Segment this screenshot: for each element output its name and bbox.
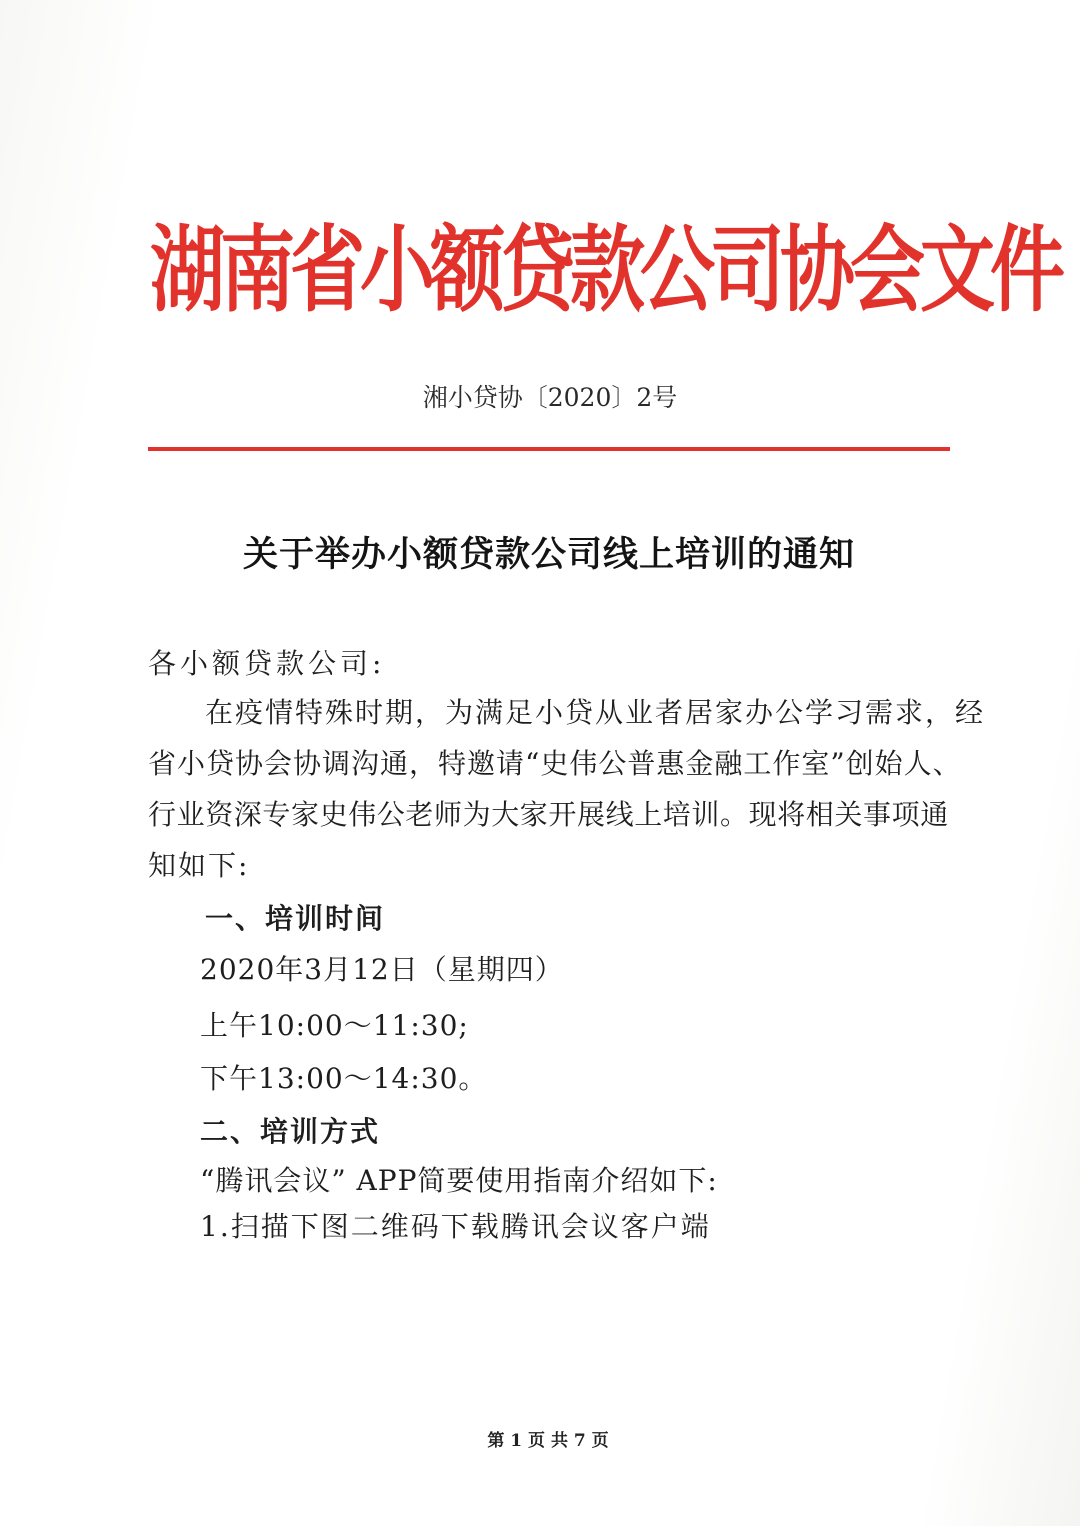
training-afternoon-time: 下午13:00～14:30。 [200,1062,488,1095]
training-morning-time: 上午10:00～11:30; [200,1009,469,1042]
greeting: 各小额贷款公司: [148,647,386,680]
section-heading-training-time: 一、培训时间 [205,902,386,935]
document-number: 湘小贷协〔2020〕2号 [422,383,678,412]
paragraph-line-2: 省小贷协会协调沟通，特邀请“史伟公普惠金融工作室”创始人、 [148,747,962,780]
paragraph-line-4: 知如下: [148,849,250,882]
letterhead-title: 湖南省小额贷款公司协会文件 [150,215,1061,325]
app-guide-intro: “腾讯会议” APP简要使用指南介绍如下: [200,1164,718,1197]
step-1-download: 1.扫描下图二维码下载腾讯会议客户端 [200,1210,711,1243]
training-date: 2020年3月12日（星期四） [200,953,564,986]
section-heading-training-method: 二、培训方式 [200,1115,381,1148]
letterhead-divider [148,447,950,451]
paragraph-line-1: 在疫情特殊时期，为满足小贷从业者居家办公学习需求，经 [205,696,986,729]
paragraph-line-3: 行业资深专家史伟公老师为大家开展线上培训。现将相关事项通 [148,798,949,831]
page-indicator: 第 1 页 共 7 页 [487,1431,609,1451]
notice-title: 关于举办小额贷款公司线上培训的通知 [242,534,855,575]
